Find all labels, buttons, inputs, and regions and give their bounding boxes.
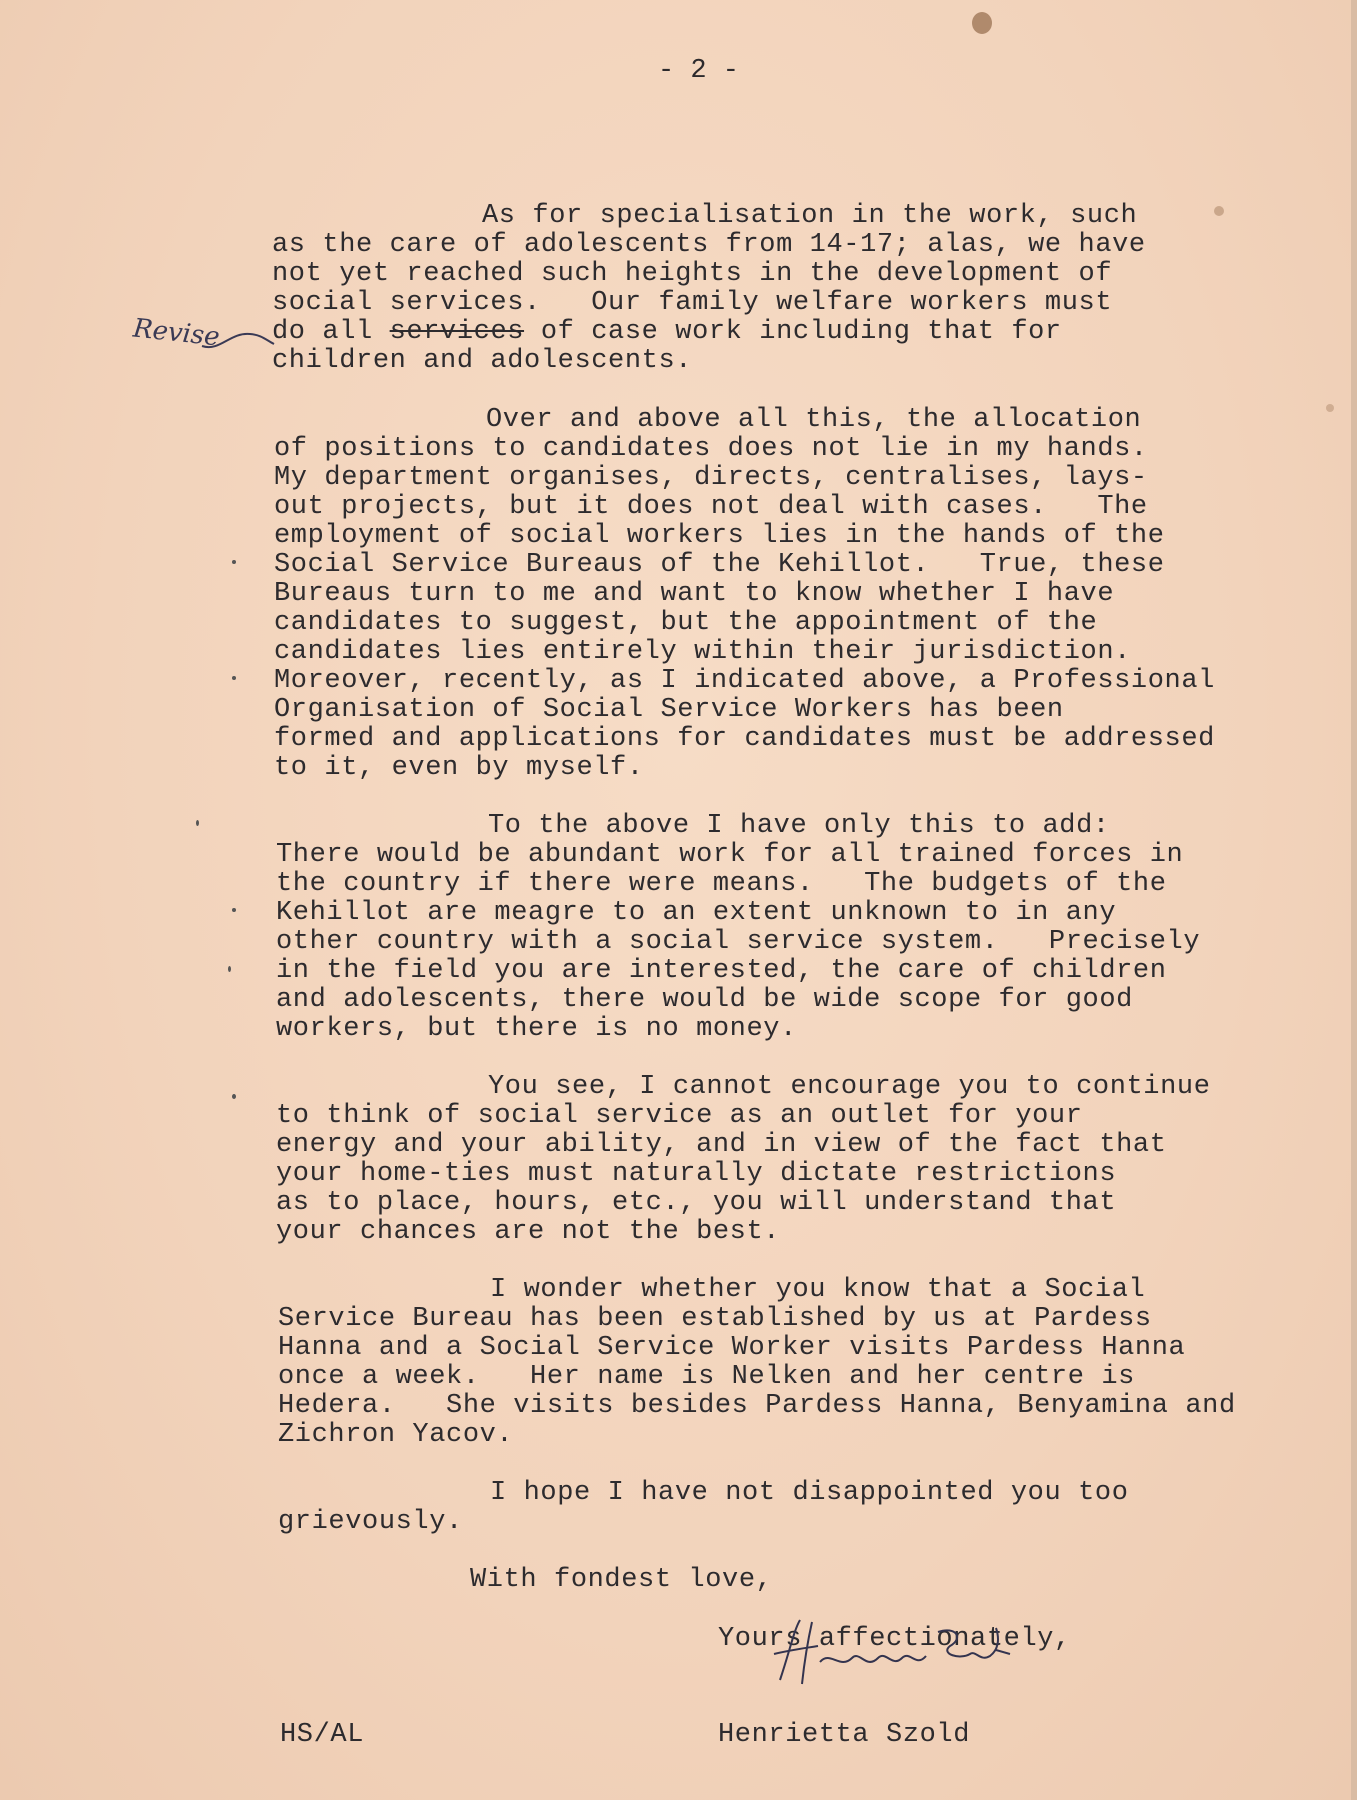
body-line: candidates to suggest, but the appointment of the: [274, 608, 1098, 638]
body-line: I hope I have not disappointed you too: [490, 1478, 1129, 1508]
body-line: grievously.: [278, 1507, 463, 1537]
handwritten-signature: [760, 1610, 1020, 1690]
body-line: to it, even by myself.: [274, 753, 644, 783]
body-line: as the care of adolescents from 14-17; alas, we have: [272, 230, 1146, 260]
body-line: Bureaus turn to me and want to know whether I have: [274, 579, 1115, 609]
ink-dot: [196, 820, 199, 826]
body-line: formed and applications for candidates must be addressed: [274, 724, 1215, 754]
body-line: the country if there were means. The budgets of the: [276, 869, 1167, 899]
body-line: Service Bureau has been established by us at Pardess: [278, 1304, 1152, 1334]
body-line: Organisation of Social Service Workers has been: [274, 695, 1064, 725]
stain-spot: [1214, 206, 1224, 216]
body-line: children and adolescents.: [272, 346, 693, 376]
reference-initials: HS/AL: [280, 1720, 365, 1750]
ink-dot: [232, 908, 236, 912]
ink-dot: [228, 966, 231, 972]
body-line: in the field you are interested, the care of children: [276, 956, 1167, 986]
body-line: As for specialisation in the work, such: [482, 201, 1138, 231]
body-line: your home-ties must naturally dictate restrictions: [276, 1159, 1117, 1189]
body-line: social services. Our family welfare workers must: [272, 288, 1113, 318]
body-line: To the above I have only this to add:: [488, 811, 1110, 841]
valediction: Yours affectionately,: [718, 1624, 1071, 1654]
body-line: candidates lies entirely within their jurisdiction.: [274, 637, 1131, 667]
body-line: to think of social service as an outlet for your: [276, 1101, 1083, 1131]
body-line: other country with a social service system. Precisely: [276, 927, 1201, 957]
margin-note-handwritten: Revise: [131, 313, 222, 353]
ink-dot: [232, 1094, 236, 1099]
body-line: energy and your ability, and in view of the fact that: [276, 1130, 1167, 1160]
body-line: and adolescents, there would be wide scope for good: [276, 985, 1133, 1015]
struck-word: services: [389, 317, 525, 347]
body-line: your chances are not the best.: [276, 1217, 781, 1247]
body-line: Zichron Yacov.: [278, 1420, 514, 1450]
body-line: employment of social workers lies in the hands of the: [274, 521, 1165, 551]
body-line: Kehillot are meagre to an extent unknown to in any: [276, 898, 1117, 928]
body-line: You see, I cannot encourage you to continue: [488, 1072, 1211, 1102]
body-line: Hedera. She visits besides Pardess Hanna, Benyamina and: [278, 1391, 1236, 1421]
body-line: There would be abundant work for all trained forces in: [276, 840, 1184, 870]
stain-spot: [1326, 404, 1334, 412]
ink-dot: [232, 560, 236, 564]
signatory-name: Henrietta Szold: [718, 1720, 971, 1750]
body-line-with-strike: [272, 318, 1062, 347]
body-line: workers, but there is no money.: [276, 1014, 797, 1044]
salutation: With fondest love,: [470, 1565, 773, 1595]
page-number: - 2 -: [658, 56, 740, 86]
body-line: I wonder whether you know that a Social: [490, 1275, 1146, 1305]
struck-line-prefix: do all: [272, 317, 390, 347]
body-line: not yet reached such heights in the development of: [272, 259, 1113, 289]
body-line: of positions to candidates does not lie in my hands.: [274, 434, 1148, 464]
margin-arrow-icon: [200, 322, 280, 362]
ink-dot: [232, 676, 236, 680]
body-line: as to place, hours, etc., you will understand that: [276, 1188, 1117, 1218]
body-line: Moreover, recently, as I indicated above, a Professional: [274, 666, 1215, 696]
body-line: Hanna and a Social Service Worker visits Pardess Hanna: [278, 1333, 1186, 1363]
stain-spot: [972, 12, 992, 34]
body-line: Social Service Bureaus of the Kehillot. True, these: [274, 550, 1165, 580]
paper-edge: [1351, 0, 1357, 1800]
body-line: My department organises, directs, centralises, lays-: [274, 463, 1148, 493]
body-line: out projects, but it does not deal with cases. The: [274, 492, 1148, 522]
body-line: once a week. Her name is Nelken and her centre is: [278, 1362, 1135, 1392]
struck-line-suffix: of case work including that for: [524, 317, 1062, 347]
body-line: Over and above all this, the allocation: [486, 405, 1142, 435]
